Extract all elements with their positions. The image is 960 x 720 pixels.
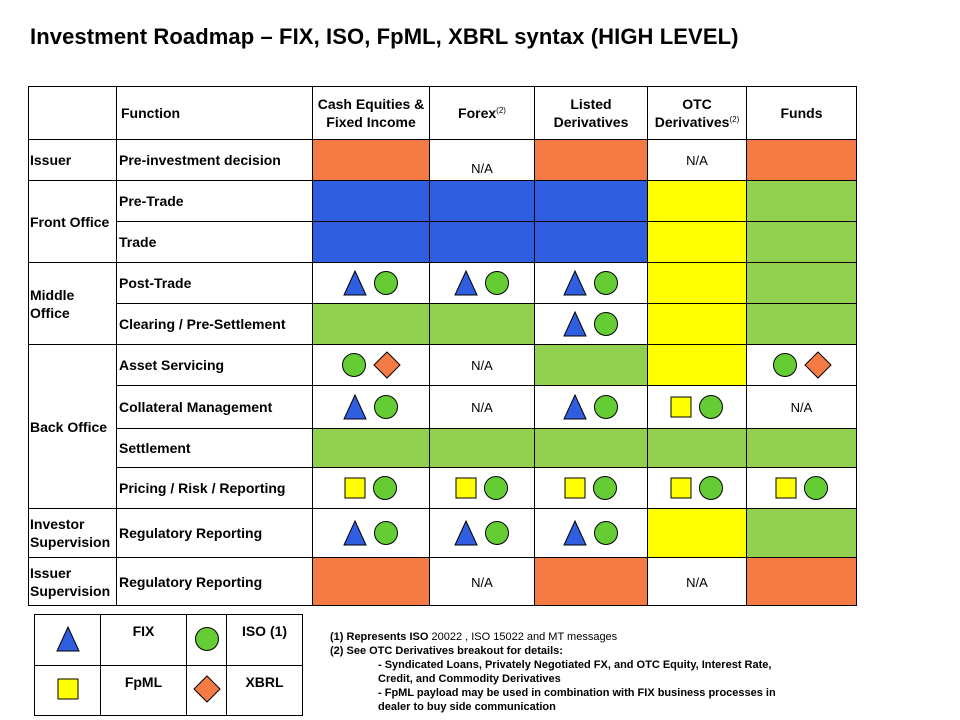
fpml-square-icon xyxy=(455,477,477,499)
group-front-office: Front Office xyxy=(29,181,117,263)
iso-circle-icon xyxy=(593,394,619,420)
cell-pricing-otc xyxy=(648,468,747,509)
row-pricing xyxy=(29,468,857,509)
cell-issuersup-otc xyxy=(648,558,747,606)
cell-clearing-listed xyxy=(535,304,648,345)
fix-triangle-icon xyxy=(56,626,80,652)
iso-circle-icon xyxy=(698,475,724,501)
iso-circle-icon xyxy=(373,520,399,546)
note-2-detail-2-cont: dealer to buy side communication xyxy=(378,701,556,713)
cell-settlement-forex xyxy=(430,429,535,468)
legend-xbrl-symbol xyxy=(187,666,227,716)
header-empty xyxy=(29,87,117,140)
iso-circle-icon xyxy=(593,311,619,337)
note-2: (2) See OTC Derivatives breakout for details: xyxy=(330,645,563,657)
iso-circle-icon xyxy=(373,270,399,296)
roadmap-table xyxy=(28,86,857,606)
row-trade xyxy=(29,222,857,263)
note-2-detail-2: - FpML payload may be used in combination with FIX business processes in xyxy=(378,687,776,699)
legend-iso-symbol xyxy=(187,615,227,666)
cell-investor-listed xyxy=(535,509,648,558)
row-pre-investment xyxy=(29,140,857,181)
cell-collateral-funds xyxy=(747,386,857,429)
header-function: Function xyxy=(117,87,313,140)
header-funds: Funds xyxy=(747,87,857,140)
cell-pretrade-forex xyxy=(430,181,535,222)
row-collateral xyxy=(29,386,857,429)
cell-trade-forex xyxy=(430,222,535,263)
cell-investor-cash xyxy=(313,509,430,558)
na-label: N/A xyxy=(471,574,493,590)
fix-triangle-icon xyxy=(343,520,367,546)
fix-triangle-icon xyxy=(563,270,587,296)
na-label: N/A xyxy=(686,574,708,590)
note-1: (1) Represents ISO 20022 , ISO 15022 and MT messages xyxy=(330,631,618,643)
row-issuer-supervision xyxy=(29,558,857,606)
xbrl-diamond-icon xyxy=(373,351,401,379)
header-otc-derivatives: OTC Derivatives$^{(2)}$ xyxy=(648,87,747,140)
fpml-square-icon xyxy=(344,477,366,499)
function-clearing: Clearing / Pre-Settlement xyxy=(117,304,313,345)
cell-investor-funds xyxy=(747,509,857,558)
legend-xbrl-label: XBRL xyxy=(227,666,303,716)
cell-asset-forex xyxy=(430,345,535,386)
page-title: Investment Roadmap – FIX, ISO, FpML, XBRL syntax (HIGH LEVEL) xyxy=(30,24,739,49)
function-asset-servicing: Asset Servicing xyxy=(117,345,313,386)
cell-pretrade-cash xyxy=(313,181,430,222)
cell-settlement-otc xyxy=(648,429,747,468)
iso-circle-icon xyxy=(593,520,619,546)
cell-investor-forex xyxy=(430,509,535,558)
cell-pretrade-listed xyxy=(535,181,648,222)
cell-pricing-listed xyxy=(535,468,648,509)
group-back-office: Back Office xyxy=(29,345,117,509)
row-settlement xyxy=(29,429,857,468)
iso-circle-icon xyxy=(341,352,367,378)
fpml-square-icon xyxy=(670,396,692,418)
na-label: N/A xyxy=(686,153,708,168)
row-clearing xyxy=(29,304,857,345)
cell-asset-listed xyxy=(535,345,648,386)
function-trade: Trade xyxy=(117,222,313,263)
note-2-detail-1-cont: Credit, and Commodity Derivatives xyxy=(378,673,561,685)
header-row xyxy=(29,87,857,140)
cell-posttrade-otc xyxy=(648,263,747,304)
iso-circle-icon xyxy=(484,270,510,296)
row-pre-trade xyxy=(29,181,857,222)
group-issuer-supervision: Issuer Supervision xyxy=(29,558,117,606)
iso-circle-icon xyxy=(484,520,510,546)
function-pre-trade: Pre-Trade xyxy=(117,181,313,222)
note-2-detail-1: - Syndicated Loans, Privately Negotiated FX, and OTC Equity, Interest Rate, xyxy=(378,659,772,671)
fix-triangle-icon xyxy=(563,394,587,420)
cell-issuersup-listed xyxy=(535,558,648,606)
fpml-square-icon xyxy=(564,477,586,499)
cell-settlement-funds xyxy=(747,429,857,468)
cell-trade-funds xyxy=(747,222,857,263)
iso-circle-icon xyxy=(592,475,618,501)
xbrl-diamond-icon xyxy=(804,351,832,379)
cell-issuer-funds xyxy=(747,140,857,181)
iso-circle-icon xyxy=(373,394,399,420)
row-investor-supervision xyxy=(29,509,857,558)
iso-circle-icon xyxy=(772,352,798,378)
cell-trade-cash xyxy=(313,222,430,263)
cell-asset-otc xyxy=(648,345,747,386)
function-collateral: Collateral Management xyxy=(117,386,313,429)
legend-fpml-label: FpML xyxy=(101,666,187,716)
function-pricing: Pricing / Risk / Reporting xyxy=(117,468,313,509)
na-label: N/A xyxy=(471,400,493,415)
cell-posttrade-cash xyxy=(313,263,430,304)
cell-issuersup-cash xyxy=(313,558,430,606)
cell-pricing-forex xyxy=(430,468,535,509)
fix-triangle-icon xyxy=(454,520,478,546)
fix-triangle-icon xyxy=(343,394,367,420)
function-settlement: Settlement xyxy=(117,429,313,468)
cell-trade-listed xyxy=(535,222,648,263)
fix-triangle-icon xyxy=(563,311,587,337)
group-middle-office: Middle Office xyxy=(29,263,117,345)
cell-asset-funds xyxy=(747,345,857,386)
cell-clearing-funds xyxy=(747,304,857,345)
iso-circle-icon xyxy=(698,394,724,420)
cell-issuer-listed xyxy=(535,140,648,181)
iso-circle-icon xyxy=(483,475,509,501)
header-forex: Forex$^{(2)}$ xyxy=(430,87,535,140)
function-post-trade: Post-Trade xyxy=(117,263,313,304)
iso-circle-icon xyxy=(194,626,220,652)
row-post-trade xyxy=(29,263,857,304)
na-label: N/A xyxy=(790,400,813,415)
cell-clearing-otc xyxy=(648,304,747,345)
legend xyxy=(34,614,303,716)
fix-triangle-icon xyxy=(343,270,367,296)
cell-investor-otc xyxy=(648,509,747,558)
cell-collateral-forex xyxy=(430,386,535,429)
iso-circle-icon xyxy=(593,270,619,296)
cell-settlement-listed xyxy=(535,429,648,468)
cell-clearing-forex xyxy=(430,304,535,345)
cell-collateral-cash xyxy=(313,386,430,429)
fpml-square-icon xyxy=(775,477,797,499)
legend-iso-label: ISO (1) xyxy=(227,615,303,666)
cell-issuer-otc xyxy=(648,140,747,181)
function-reg-reporting-issuer: Regulatory Reporting xyxy=(117,558,313,606)
cell-posttrade-funds xyxy=(747,263,857,304)
header-cash-equities: Cash Equities & Fixed Income xyxy=(313,87,430,140)
cell-issuer-forex xyxy=(430,140,535,181)
cell-pretrade-funds xyxy=(747,181,857,222)
iso-circle-icon xyxy=(372,475,398,501)
cell-posttrade-listed xyxy=(535,263,648,304)
fix-triangle-icon xyxy=(563,520,587,546)
cell-settlement-cash xyxy=(313,429,430,468)
function-pre-investment: Pre-investment decision xyxy=(117,140,313,181)
group-investor-supervision: Investor Supervision xyxy=(29,509,117,558)
fpml-square-icon xyxy=(670,477,692,499)
iso-circle-icon xyxy=(803,475,829,501)
cell-collateral-listed xyxy=(535,386,648,429)
group-issuer: Issuer xyxy=(29,140,117,181)
cell-issuer-cash xyxy=(313,140,430,181)
cell-pricing-funds xyxy=(747,468,857,509)
cell-issuersup-forex xyxy=(430,558,535,606)
cell-trade-otc xyxy=(648,222,747,263)
row-asset-servicing xyxy=(29,345,857,386)
legend-fpml-symbol xyxy=(35,666,101,716)
footnotes xyxy=(330,630,930,714)
cell-clearing-cash xyxy=(313,304,430,345)
cell-pretrade-otc xyxy=(648,181,747,222)
header-listed-derivatives: Listed Derivatives xyxy=(535,87,648,140)
xbrl-diamond-icon xyxy=(193,675,221,703)
na-label: N/A xyxy=(471,161,493,176)
cell-posttrade-forex xyxy=(430,263,535,304)
legend-fix-label: FIX xyxy=(101,615,187,666)
legend-fix-symbol xyxy=(35,615,101,666)
cell-asset-cash xyxy=(313,345,430,386)
cell-collateral-otc xyxy=(648,386,747,429)
cell-pricing-cash xyxy=(313,468,430,509)
cell-issuersup-funds xyxy=(747,558,857,606)
function-reg-reporting-investor: Regulatory Reporting xyxy=(117,509,313,558)
fpml-square-icon xyxy=(57,678,79,700)
fix-triangle-icon xyxy=(454,270,478,296)
na-label: N/A xyxy=(471,358,493,373)
